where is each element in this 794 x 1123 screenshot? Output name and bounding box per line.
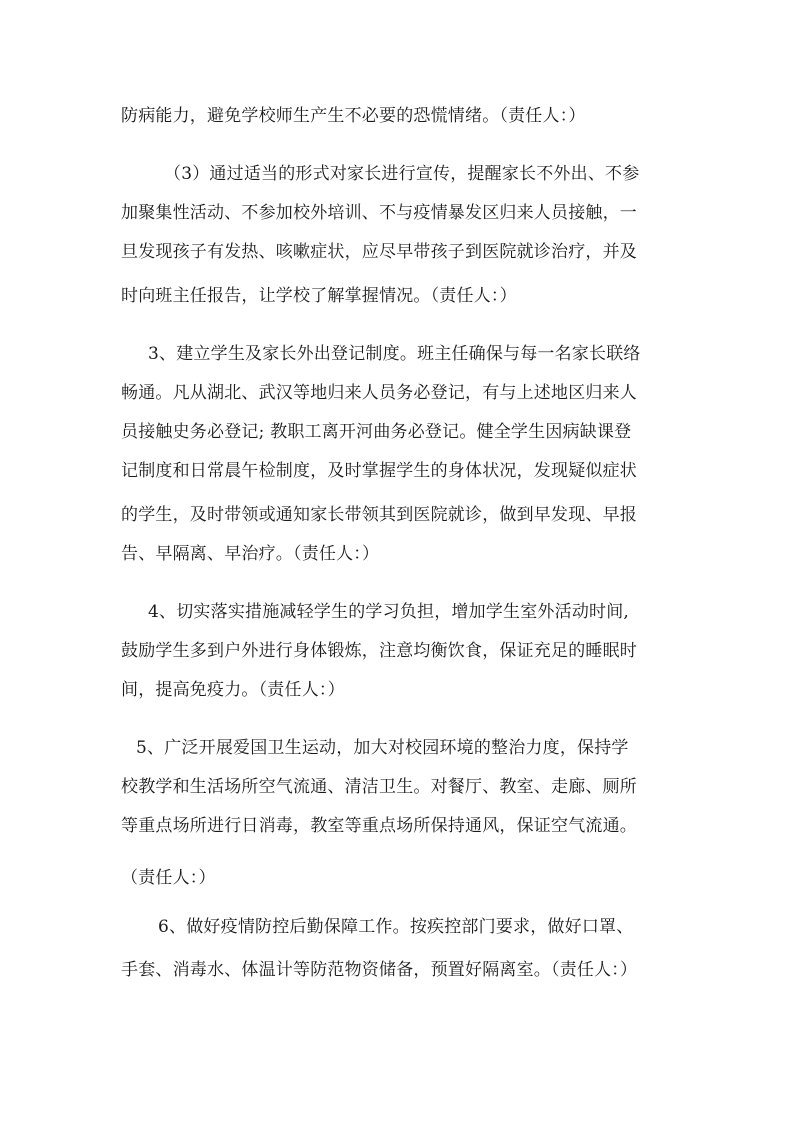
text-line: 鼓励学生多到户外进行身体锻炼，注意均衡饮食，保证充足的睡眠时 <box>121 641 637 661</box>
text-line: 的学生，及时带领或通知家长带领其到医院就诊，做到早发现、早报 <box>121 505 637 525</box>
text-line: 旦发现孩子有发热、咳嗽症状，应尽早带孩子到医院就诊治疗，并及 <box>121 242 637 262</box>
text-line: 告、早隔离、早治疗。（责任人：） <box>121 544 380 564</box>
text-line: （责任人：） <box>121 868 216 888</box>
text-line: 防病能力，避免学校师生产生不必要的恐慌情绪。（责任人：） <box>121 106 586 126</box>
text-line: 校教学和生活场所空气流通、清洁卫生。对餐厅、教室、走廊、厕所 <box>121 777 637 797</box>
text-line: 6、做好疫情防控后勤保障工作。按疾控部门要求，做好口罩、 <box>158 917 634 937</box>
text-line: 加聚集性活动、不参加校外培训、不与疫情暴发区归来人员接触，一 <box>121 203 637 223</box>
text-line: 畅通。凡从湖北、武汉等地归来人员务必登记，有与上述地区归来人 <box>121 383 637 403</box>
text-line: 记制度和日常晨午检制度，及时掌握学生的身体状况，发现疑似症状 <box>121 461 637 481</box>
text-line: （3）通过适当的形式对家长进行宣传，提醒家长不外出、不参 <box>164 164 640 184</box>
text-line: 手套、消毒水、体温计等防范物资储备，预置好隔离室。（责任人：） <box>121 960 638 980</box>
text-line: 5、广泛开展爱国卫生运动，加大对校园环境的整治力度，保持学 <box>136 738 629 758</box>
text-line: 等重点场所进行日消毒，教室等重点场所保持通风，保证空气流通。 <box>121 816 637 836</box>
text-line: 员接触史务必登记; 教职工离开河曲务必登记。健全学生因病缺课登 <box>121 422 632 442</box>
text-line: 4、切实落实措施减轻学生的学习负担，增加学生室外活动时间, <box>148 602 630 622</box>
text-line: 时向班主任报告，让学校了解掌握情况。（责任人：） <box>121 286 517 306</box>
text-line: 间，提高免疫力。（责任人：） <box>121 680 345 700</box>
text-line: 3、建立学生及家长外出登记制度。班主任确保与每一名家长联络 <box>148 344 641 364</box>
